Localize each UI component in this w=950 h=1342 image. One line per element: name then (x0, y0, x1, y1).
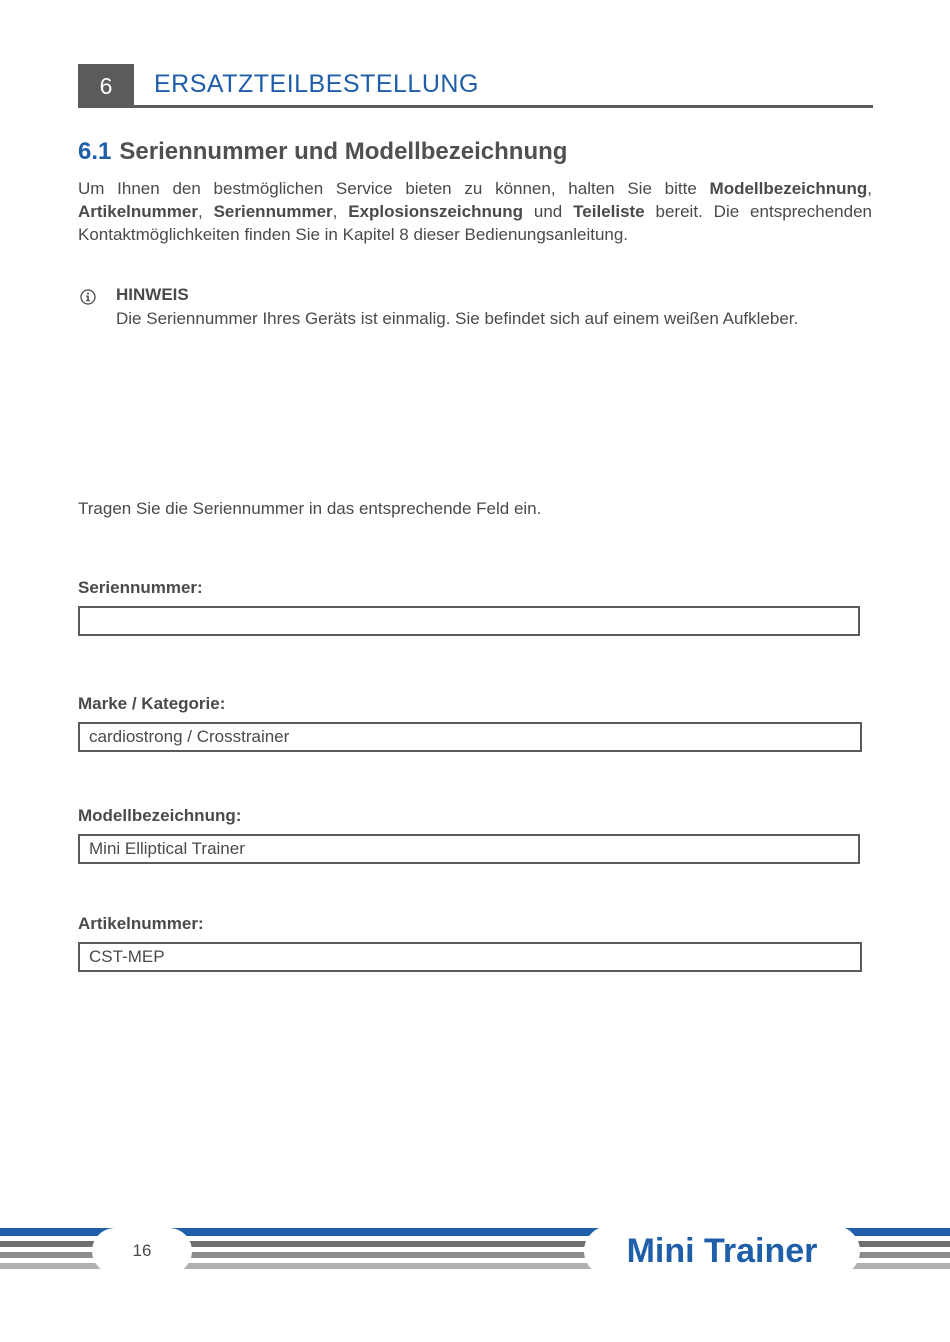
model-name-label: Modellbezeichnung: (78, 806, 242, 825)
instruction-text: Tragen Sie die Seriennummer in das entsprechende Feld ein. (78, 499, 542, 518)
chapter-title: ERSATZTEILBESTELLUNG (154, 70, 479, 98)
intro-bold-model: Modellbezeichnung (709, 179, 868, 198)
intro-text: Um Ihnen den bestmöglichen Service bieten zu können, halten Sie bitte (78, 179, 710, 198)
serial-number-label: Seriennummer: (78, 578, 203, 597)
brand-category-label: Marke / Kategorie: (78, 694, 226, 713)
section-heading (78, 138, 567, 166)
model-name-input[interactable]: Mini Elliptical Trainer (78, 834, 860, 864)
intro-text: , (867, 179, 872, 198)
section-title: Seriennummer und Modellbezeichnung (119, 138, 568, 165)
intro-paragraph (78, 177, 872, 246)
brand-category-field (78, 694, 862, 752)
intro-text: und (523, 202, 574, 221)
serial-number-input[interactable] (78, 606, 860, 636)
article-number-label: Artikelnummer: (78, 914, 204, 933)
note-title: HINWEIS (116, 285, 189, 304)
footer (0, 1222, 950, 1282)
intro-bold-partslist: Teileliste (573, 202, 645, 221)
article-number-field (78, 914, 862, 972)
chapter-number: 6 (78, 64, 134, 108)
note-text: Die Seriennummer Ihres Geräts ist einmalig. Sie befindet sich auf einem weißen Aufkleber. (116, 309, 799, 328)
brand-category-input[interactable]: cardiostrong / Crosstrainer (78, 722, 862, 752)
intro-bold-article: Artikelnummer (78, 202, 198, 221)
page-number: 16 (92, 1228, 192, 1274)
serial-number-field (78, 578, 860, 636)
section-number: 6.1 (78, 138, 112, 165)
chapter-header (78, 64, 873, 108)
intro-text: , (197, 202, 214, 221)
model-name-field (78, 806, 860, 864)
intro-text: , (332, 202, 349, 221)
chapter-divider (134, 105, 873, 108)
intro-text: bereit. Die entsprechenden Kontaktmöglichkeiten finden Sie in Kapitel 8 dieser Bedienungsanleitung. (78, 202, 872, 244)
article-number-input[interactable]: CST-MEP (78, 942, 862, 972)
intro-bold-serial: Seriennummer (213, 202, 333, 221)
brand-logo: Mini Trainer (584, 1226, 860, 1276)
info-icon (80, 289, 96, 305)
intro-bold-explosion: Explosionszeichnung (348, 202, 523, 221)
